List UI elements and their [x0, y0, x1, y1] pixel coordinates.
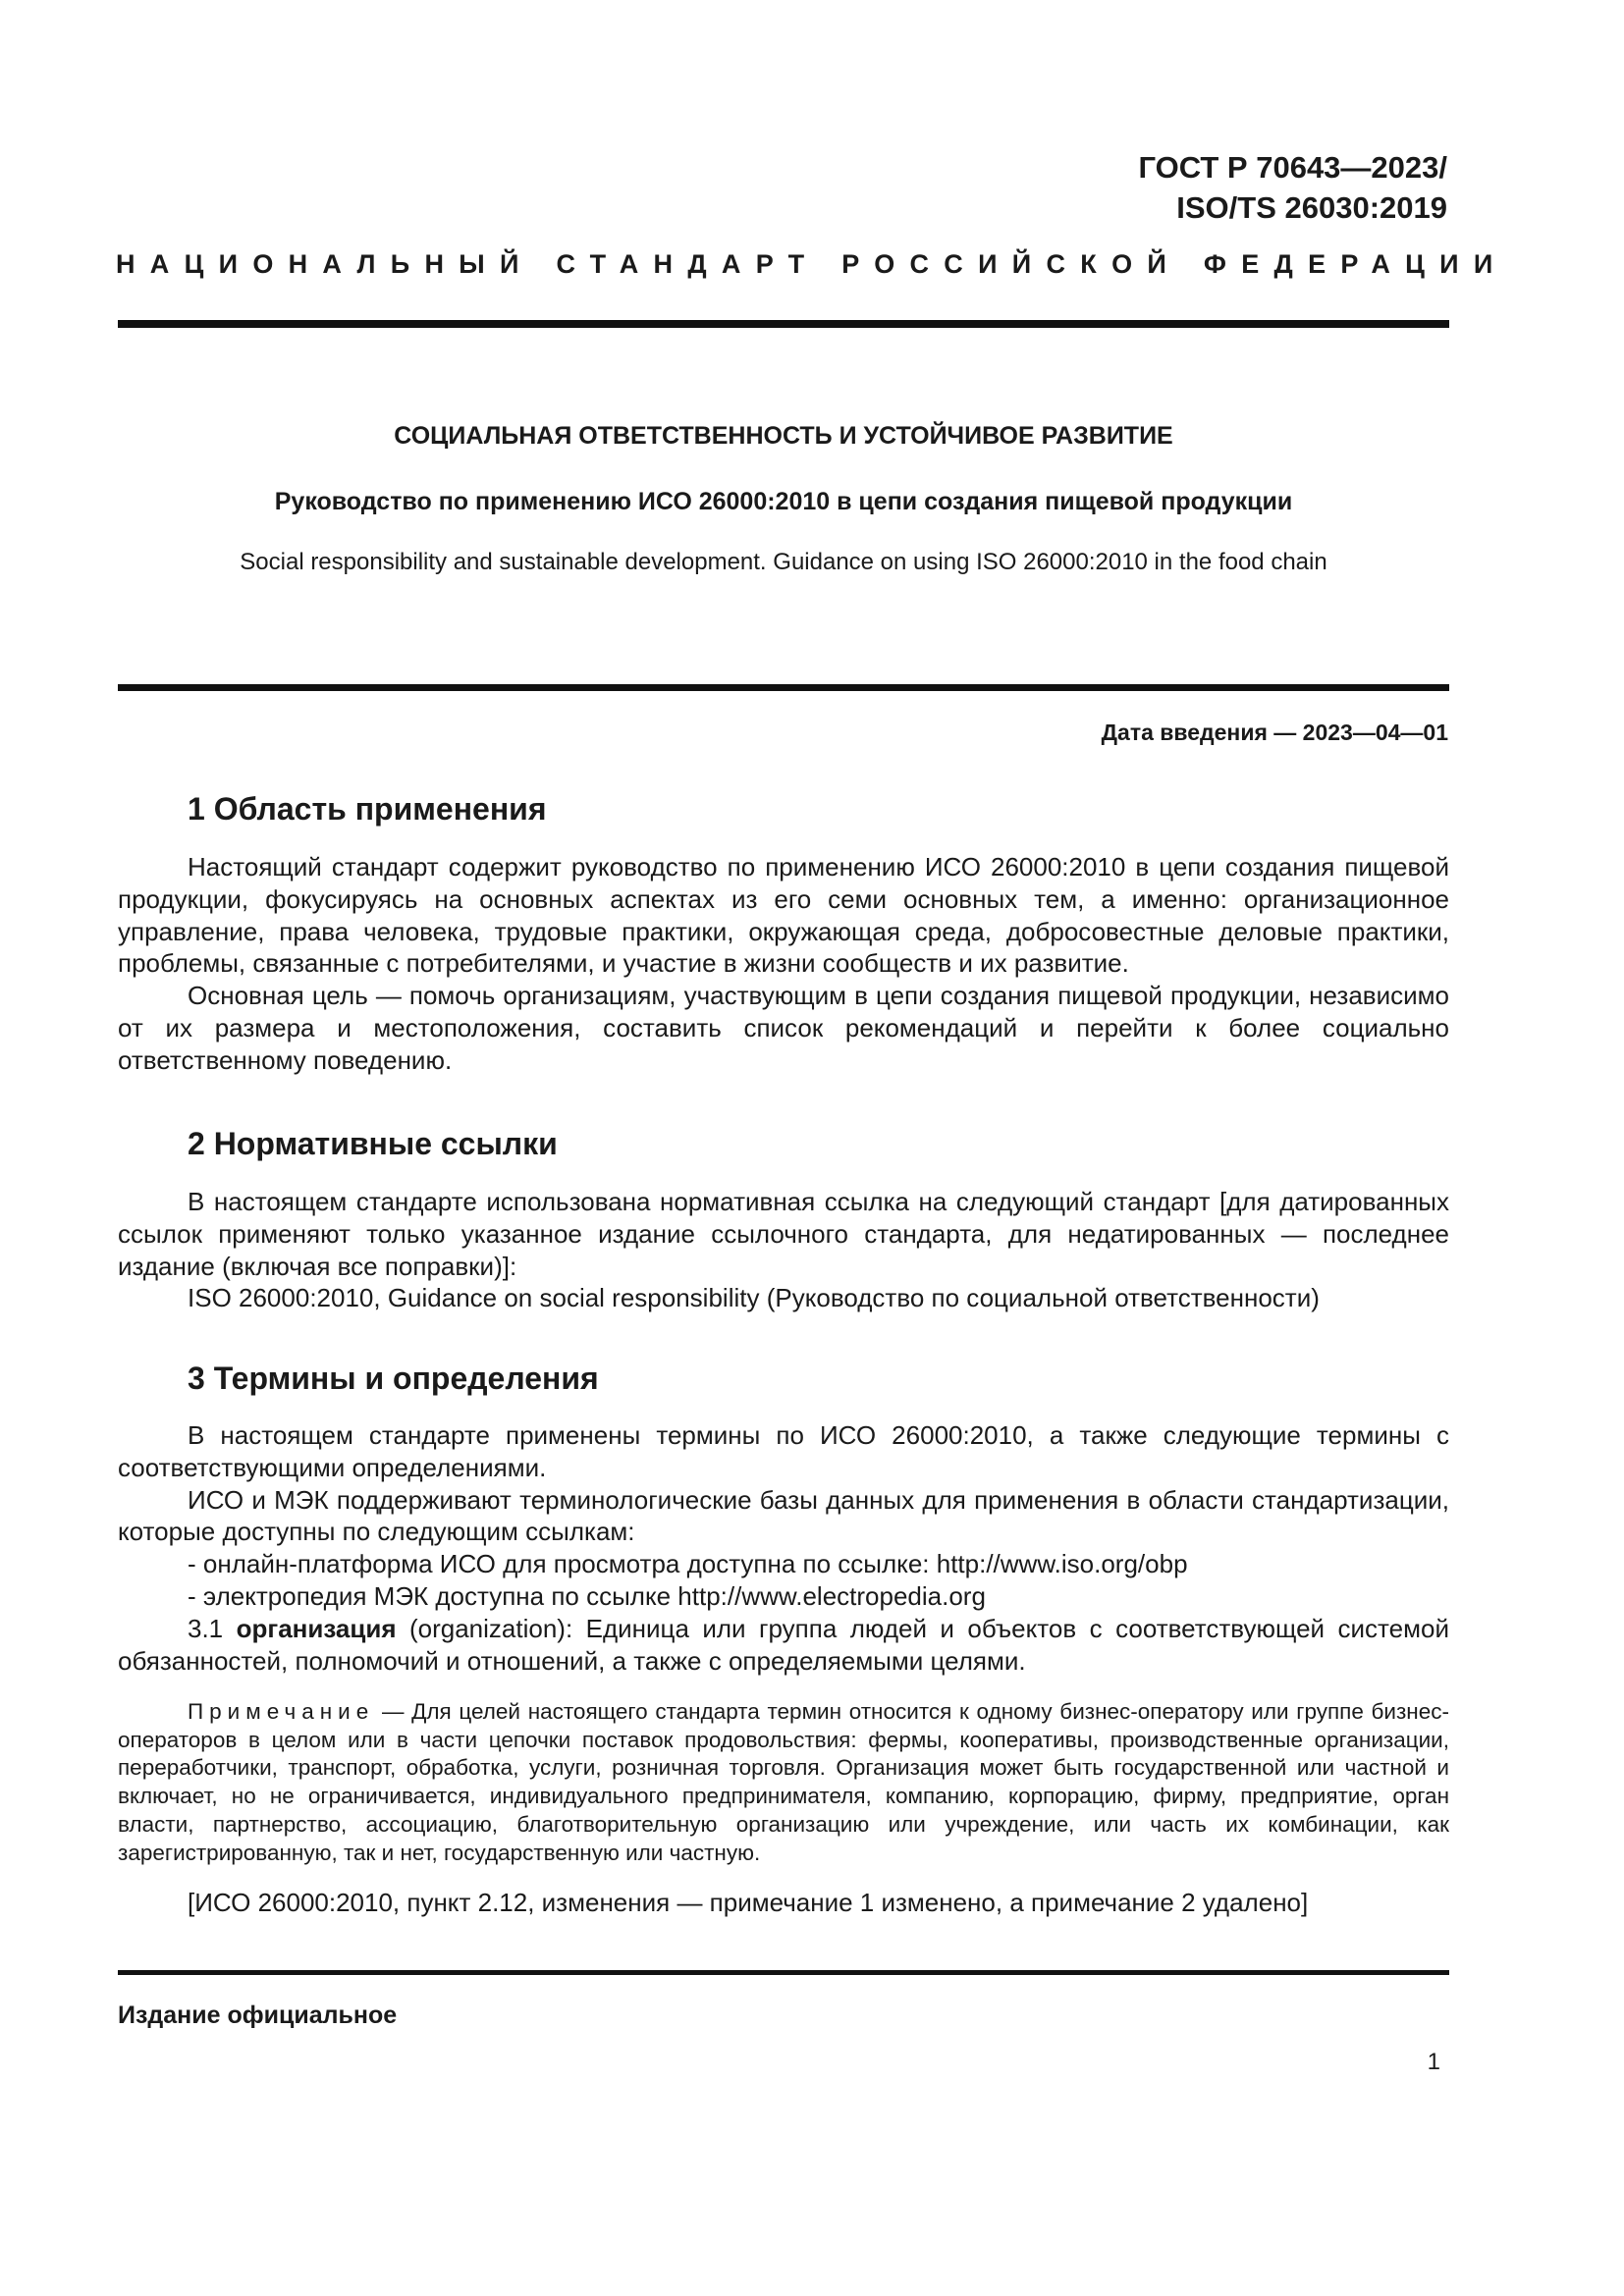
term-source [118, 1887, 1449, 1919]
section-3-heading: 3 Термины и определения [188, 1361, 599, 1396]
section-2-body [118, 1186, 1449, 1314]
document-title: СОЦИАЛЬНАЯ ОТВЕТСТВЕННОСТЬ И УСТОЙЧИВОЕ РАЗВИТИЕ [394, 422, 1173, 450]
section-1-heading: 1 Область применения [188, 791, 547, 827]
title-rule [118, 684, 1449, 691]
note-text: — Для целей настоящего стандарта термин относится к одному бизнес-оператору или группе бизнес-операторов в целом или в части цепочки поставок продовольствия: фермы, кооперативы, производственные организации, переработчики, транспорт, обработка, услуги, розничная торговля. Организация может быть государственной или частной и включает, но не ограничивается, индивидуального предпринимателя, компанию, корпорацию, фирму, предприятие, орган власти, партнерство, ассоциацию, благотворительную организацию или учреждение, или часть их комбинации, как зарегистрированную, так и нет, государственную или частную. [118, 1699, 1449, 1865]
section-3-list-item-iec: - электропедия МЭК доступна по ссылке http://www.electropedia.org [188, 1580, 986, 1611]
standard-number-line1: ГОСТ Р 70643—2023/ [1138, 150, 1447, 185]
section-1-paragraph-1: Настоящий стандарт содержит руководство по применению ИСО 26000:2010 в цепи создания пищевой продукции, фокусируясь на основных аспектах из его семи основных тем, а именно: организационное управление, права человека, трудовые практики, окружающая среда, добросовестные деловые практики, проблемы, связанные с потребителями, и участие в жизни сообществ и их развитие. [118, 852, 1449, 979]
official-edition-label: Издание официальное [118, 2002, 398, 2029]
term-note [118, 1698, 1449, 1867]
page-number: 1 [1427, 2049, 1440, 2075]
document-subtitle: Руководство по применению ИСО 26000:2010 в цепи создания пищевой продукции [274, 488, 1293, 515]
term-definition: (organization): Единица или группа людей и объектов с соответствующей системой обязанностей, полномочий и отношений, а также с определяемыми целями. [118, 1613, 1449, 1676]
document-title-english: Social responsibility and sustainable development. Guidance on using ISO 26000:2010 in the food chain [240, 549, 1327, 575]
note-paragraph [118, 1698, 1449, 1867]
section-3-body [118, 1419, 1449, 1677]
section-3-paragraph-1: В настоящем стандарте применены термины по ИСО 26000:2010, а также следующие термины с соответствующими определениями. [118, 1420, 1449, 1482]
term-source-text: [ИСО 26000:2010, пункт 2.12, изменения — примечание 1 изменено, а примечание 2 удалено] [188, 1888, 1309, 1917]
section-3-list-item-iso: - онлайн-платформа ИСО для просмотра доступна по ссылке: http://www.iso.org/obp [188, 1549, 1188, 1579]
top-rule [118, 320, 1449, 328]
section-3-paragraph-2: ИСО и МЭК поддерживают терминологические базы данных для применения в области стандартизации, которые доступны по следующим ссылкам: [118, 1484, 1449, 1547]
footer-rule [118, 1970, 1449, 1975]
national-standard-banner: НАЦИОНАЛЬНЫЙ СТАНДАРТ РОССИЙСКОЙ ФЕДЕРАЦИИ [116, 249, 1508, 279]
term-number: 3.1 [188, 1613, 224, 1643]
term-name: организация [236, 1613, 397, 1643]
term-3-1 [118, 1613, 1449, 1678]
note-label: Примечание [188, 1699, 375, 1724]
standard-number-line2: ISO/TS 26030:2019 [1176, 190, 1447, 225]
section-1-paragraph-2: Основная цель — помочь организациям, участвующим в цепи создания пищевой продукции, независимо от их размера и местоположения, составить список рекомендаций и перейти к более социально ответственному поведению. [118, 981, 1449, 1075]
section-1-body [118, 851, 1449, 1077]
standard-number [1138, 147, 1447, 228]
section-2-paragraph-1: В настоящем стандарте использована нормативная ссылка на следующий стандарт [для датированных ссылок применяют только указанное издание ссылочного стандарта, для недатированных — последнее издание (включая все поправки)]: [118, 1187, 1449, 1281]
introduction-date: Дата введения — 2023—04—01 [1101, 720, 1448, 745]
section-2-reference: ISO 26000:2010, Guidance on social responsibility (Руководство по социальной ответственности) [188, 1283, 1320, 1313]
section-2-heading: 2 Нормативные ссылки [188, 1126, 558, 1161]
